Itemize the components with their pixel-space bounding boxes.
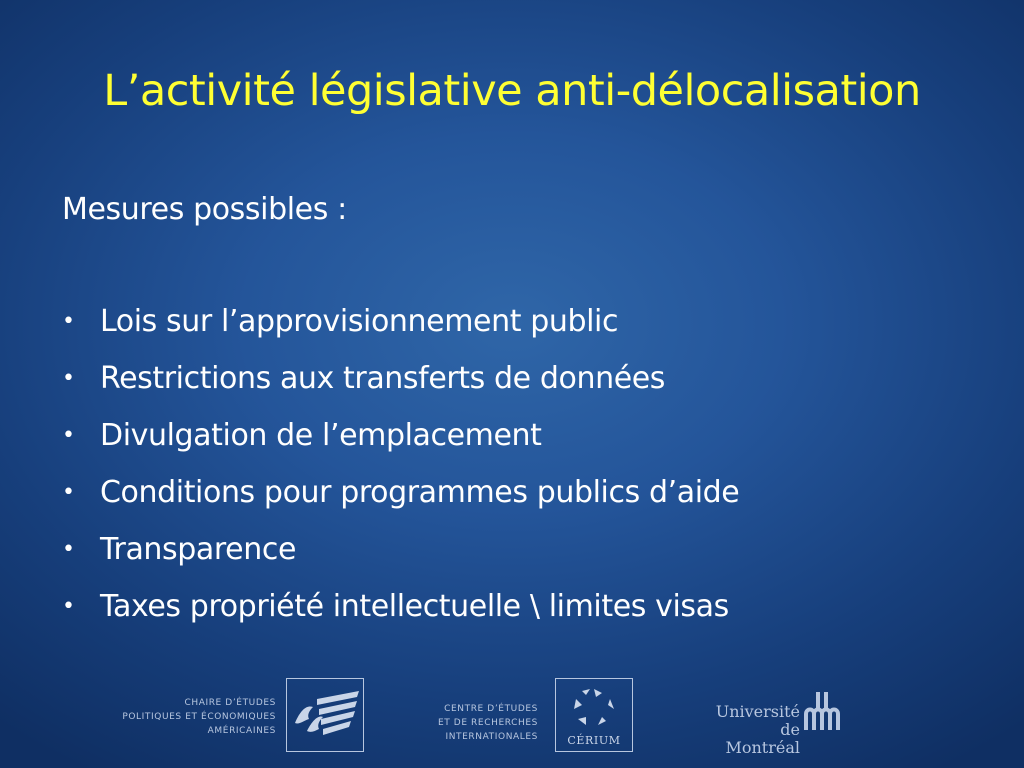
udem-line-2: de Montréal (725, 720, 800, 757)
bullet-icon: • (62, 480, 75, 505)
chaire-line-1: CHAIRE D’ÉTUDES (184, 698, 276, 708)
bullet-item (62, 532, 739, 589)
cerium-line-3: INTERNATIONALES (445, 732, 538, 742)
cerium-logo (555, 678, 633, 752)
bullet-icon: • (62, 366, 75, 391)
udem-name (712, 703, 800, 757)
chaire-name (110, 696, 276, 738)
bullet-text: Divulgation de l’emplacement (100, 418, 542, 453)
bullet-text: Conditions pour programmes publics d’aide (100, 475, 740, 510)
bullet-text: Lois sur l’approvisionnement public (100, 304, 619, 339)
cerium-logo-label: CÉRIUM (567, 734, 621, 747)
udem-line-1: Université (715, 702, 800, 721)
chaire-line-2: POLITIQUES ET ÉCONOMIQUES (122, 712, 276, 722)
cerium-name (404, 702, 538, 744)
bullet-item (62, 361, 739, 418)
bullet-item (62, 304, 739, 361)
bullet-item (62, 418, 739, 475)
cerium-emblem-icon (556, 681, 632, 733)
bullet-text: Taxes propriété intellectuelle \ limites visas (100, 589, 729, 624)
cerium-line-1: CENTRE D’ÉTUDES (444, 704, 538, 714)
chaire-logo-icon (286, 678, 364, 752)
bullet-icon: • (62, 537, 75, 562)
udem-emblem-icon (804, 690, 842, 734)
bullet-text: Transparence (100, 532, 297, 567)
bullet-icon: • (62, 423, 75, 448)
bullet-icon: • (62, 594, 75, 619)
intro-text: Mesures possibles : (62, 192, 347, 227)
bullet-item (62, 475, 739, 532)
bullet-list (62, 304, 739, 646)
chaire-line-3: AMÉRICAINES (207, 726, 276, 736)
cerium-line-2: ET DE RECHERCHES (437, 718, 538, 728)
bullet-item (62, 589, 739, 646)
chaire-emblem (287, 679, 363, 751)
bullet-text: Restrictions aux transferts de données (100, 361, 666, 396)
slide-title: L’activité législative anti-délocalisation (103, 66, 921, 116)
bullet-icon: • (62, 309, 75, 334)
